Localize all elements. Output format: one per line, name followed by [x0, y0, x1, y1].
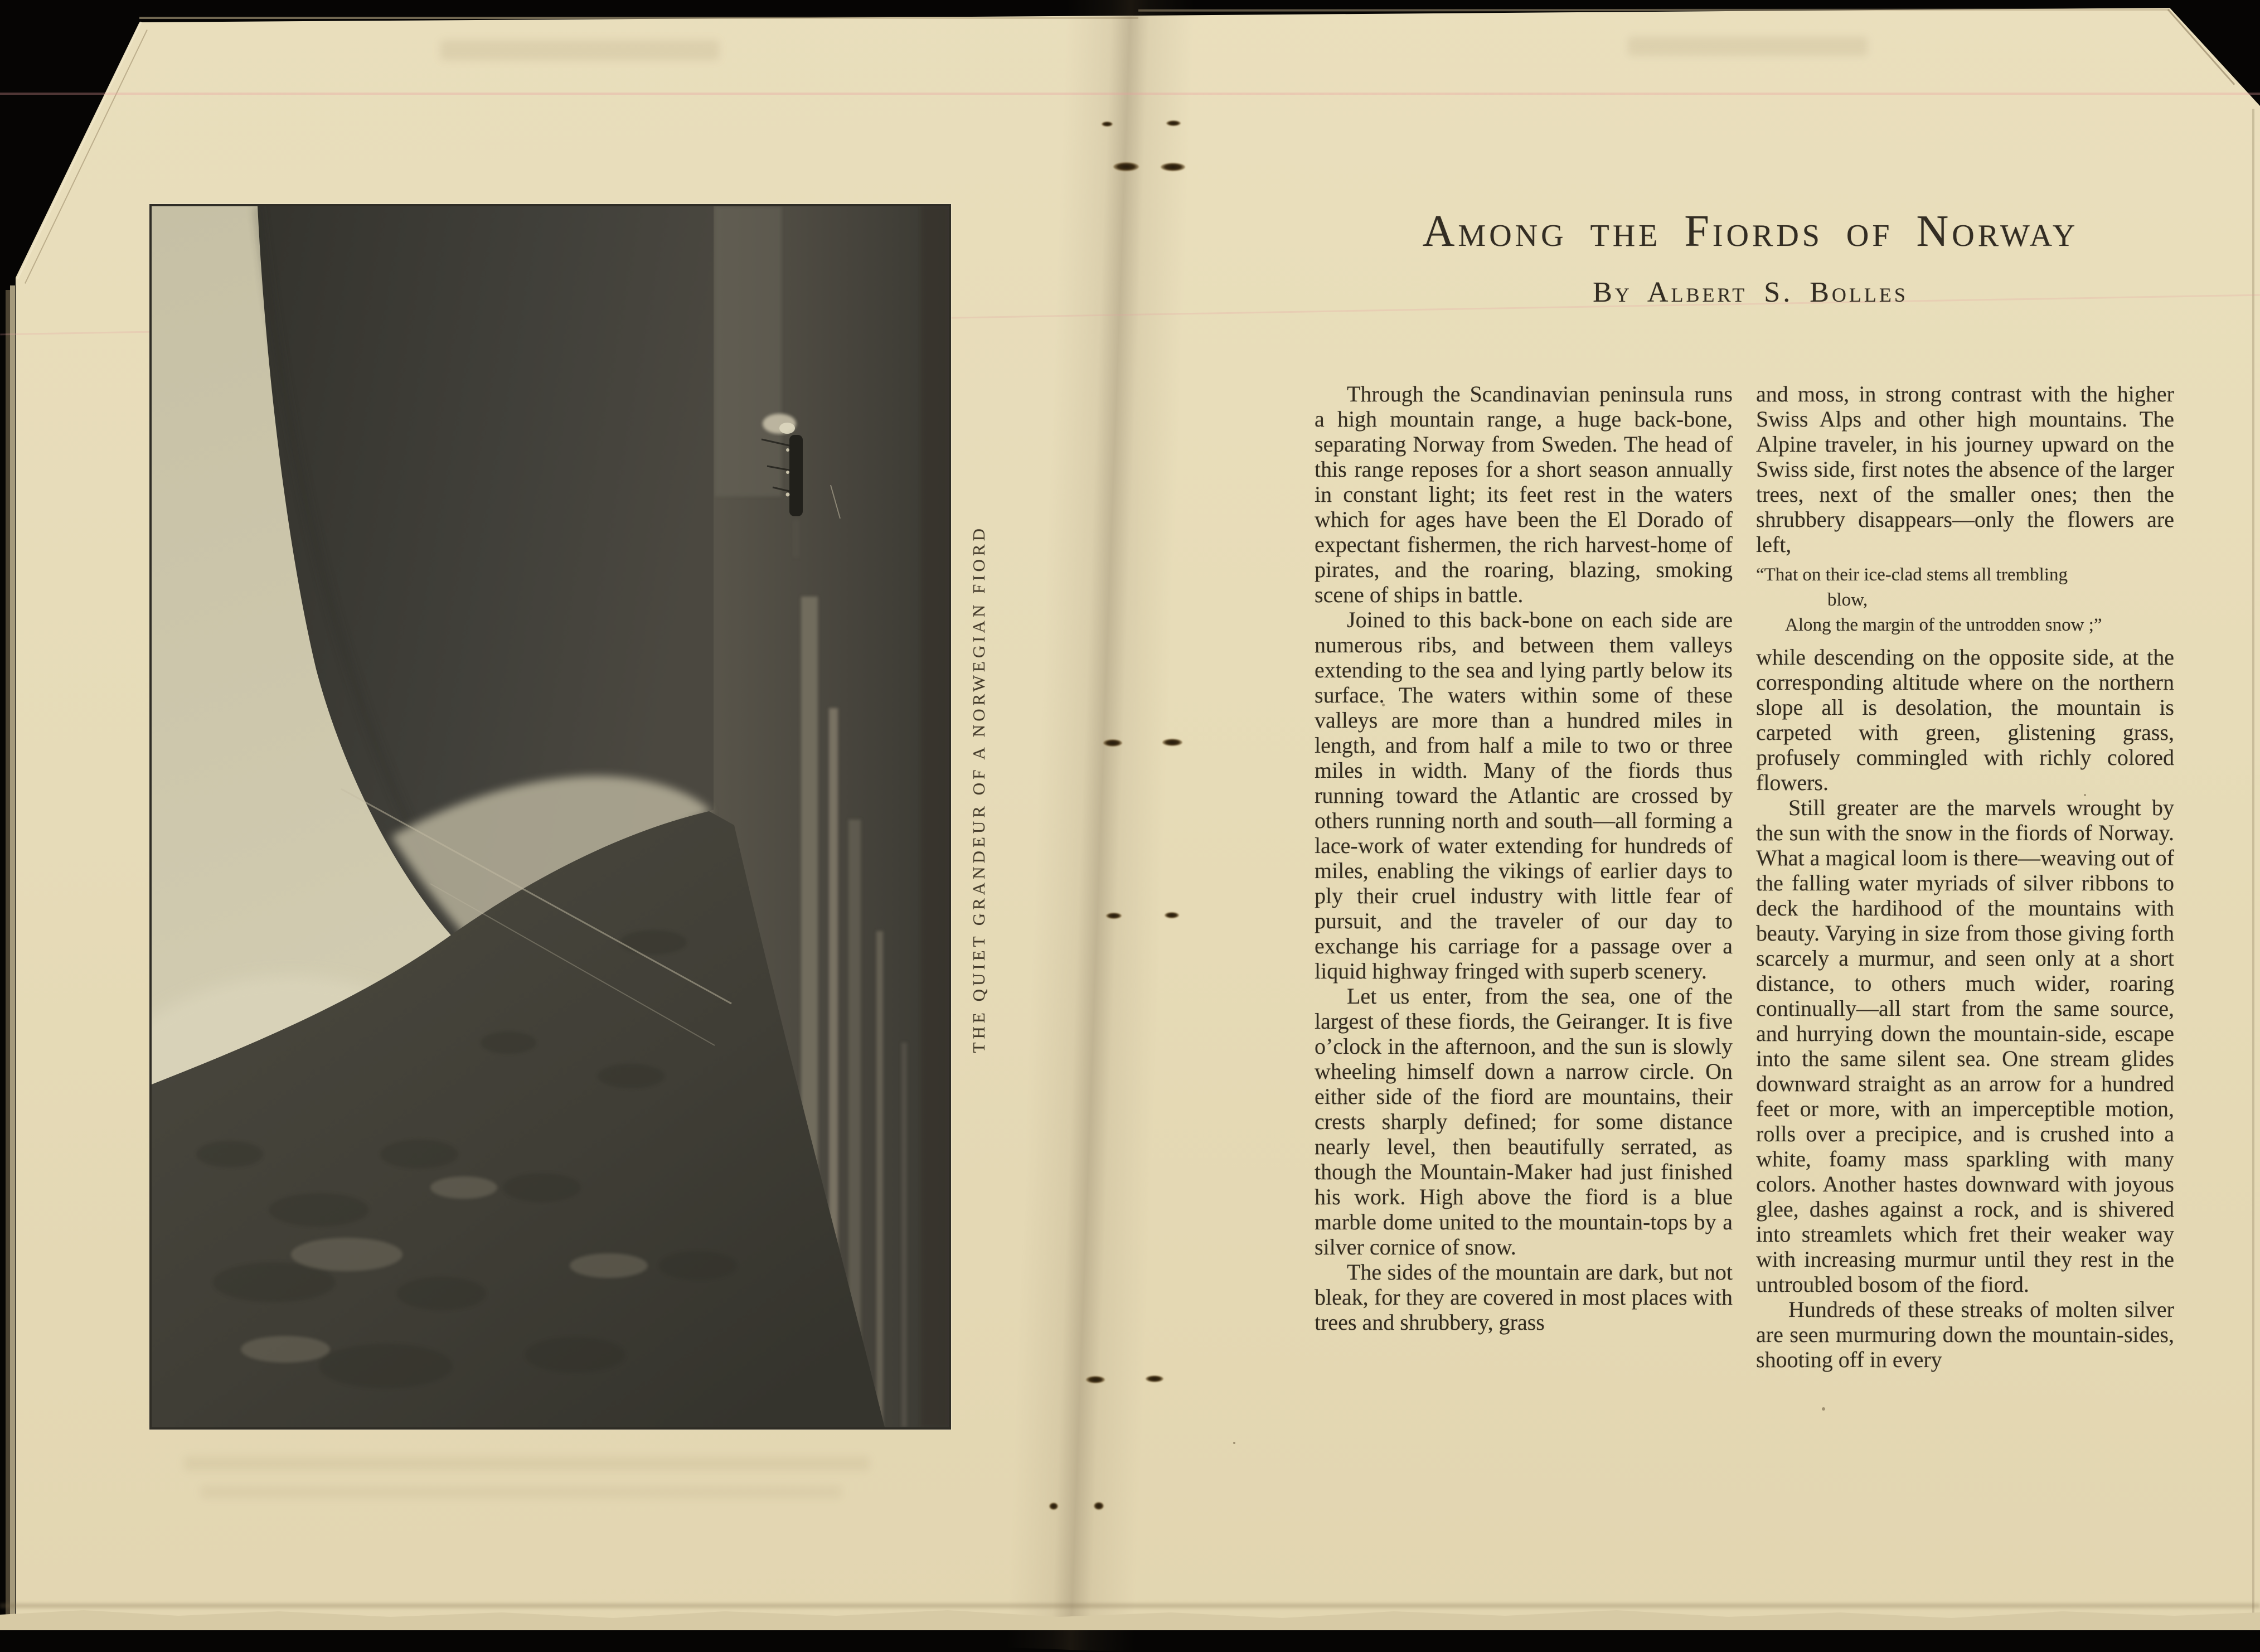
stitch-hole — [1103, 739, 1122, 747]
fiord-photo-art — [152, 206, 949, 1427]
paragraph: Through the Scandinavian peninsula runs a high mountain range, a huge back-bone, separating Norway from Sweden. The head of this range reposes for a short season annually in constant light; its feet rest in the waters which for ages have been the El Dorado of expectant fishermen, the rich harvest-home of pirates, and the roaring, blazing, smoking scene of ships in battle. — [1315, 381, 1733, 607]
article-title: Among the Fiords of Norway — [1422, 207, 2079, 256]
stitch-hole — [1162, 739, 1182, 746]
paragraph: The sides of the mountain are dark, but not bleak, for they are covered in most places with trees and shrubbery, grass — [1315, 1259, 1733, 1335]
stitch-hole — [1102, 122, 1113, 127]
stitch-hole — [1094, 1502, 1104, 1510]
paragraph: Hundreds of these streaks of molten silver are seen murmuring down the mountain-sides, shooting off in every — [1756, 1297, 2174, 1372]
verse-line: blow, — [1827, 590, 1868, 610]
paragraph: Let us enter, from the sea, one of the largest of these fiords, the Geiranger. It is five o’clock in the afternoon, and the sun is slowly wheeling himself down a narrow circle. On either side of the fiord are mountains, their crests sharply defined; for some distance nearly level, then beautifully serrated, as though the Mountain-Maker had just finished his work. High above the fiord is a blue marble dome united to the mountain-tops by a silver cornice of snow. — [1315, 984, 1733, 1259]
stitch-hole — [1049, 1503, 1058, 1510]
verse-line: “That on their ice-clad stems all trembling — [1756, 565, 2068, 585]
paper-speck — [1822, 1407, 1825, 1411]
stitch-hole — [1161, 163, 1185, 171]
right-page-edge — [2252, 109, 2254, 1614]
stitch-hole — [1113, 162, 1139, 171]
stitch-hole — [1165, 912, 1179, 918]
verse-quote — [1756, 563, 2174, 638]
photo-caption-text: THE QUIET GRANDEUR OF A NORWEGIAN FIORD — [969, 525, 988, 1053]
photo-caption — [951, 521, 1007, 1057]
title-block — [1249, 206, 2252, 309]
show-through-text-smudge — [440, 40, 719, 60]
show-through-text-smudge — [201, 1485, 842, 1499]
article-byline: By Albert S. Bolles — [1593, 277, 1908, 308]
stitch-hole — [1146, 1375, 1163, 1382]
text-column-left — [1315, 381, 1733, 1335]
deckle-edge-shadow — [0, 1603, 2260, 1608]
paper-speck — [1233, 1442, 1235, 1444]
stitch-hole — [1166, 120, 1181, 126]
verse-line: Along the margin of the untrodden snow ;” — [1785, 615, 2102, 635]
scan-artifact-line — [0, 93, 2260, 95]
show-through-text-smudge — [184, 1456, 870, 1471]
show-through-text-smudge — [1628, 37, 1868, 56]
paragraph: Joined to this back-bone on each side are numerous ribs, and between them valleys extending to the sea and lying partly below its surface. The waters within some of these valleys are more than a hundred miles in length, and from half a mile to two or three miles in width. Many of the fiords thus running toward the Atlantic are crossed by others running north and south—all forming a lace-work of water extending for hundreds of miles, enabling the vikings of earlier days to ply their cruel industry with little fear of pursuit, and the traveler of our day to exchange his carriage for a passage over a liquid highway fringed with superb scenery. — [1315, 607, 1733, 984]
paragraph: Still greater are the marvels wrought by the sun with the snow in the fiords of Norway. What a magical loom is there—weaving out of the falling water myriads of silver ribbons to deck the hardihood of the mountains with beauty. Varying in size from those giving forth scarcely a murmur, and seen only at a short distance, to others much wider, roaring continually—all start from the same source, and hurrying down the mountain-side, escape into the same silent sea. One stream glides downward straight as an arrow for a hundred feet or more, with an imperceptible motion, rolls over a precipice, and is crushed into a white, foamy mass sparkling with many colors. Another hastes downward with joyous glee, dashes against a rock, and is shivered into streamlets which fret their weaker way with increasing murmur until they rest in the untroubled bosom of the fiord. — [1756, 795, 2174, 1297]
left-sheet-edge — [6, 290, 10, 1628]
fiord-photograph — [149, 204, 951, 1430]
paragraph: and moss, in strong contrast with the higher Swiss Alps and other high mountains. The Alpine traveler, in his journey upward on the Swiss side, first notes the absence of the larger trees, next of the smaller ones; then the shrubbery disappears—only the flowers are left, — [1756, 381, 2174, 557]
text-column-right — [1756, 381, 2174, 1372]
top-page-edge — [139, 17, 1138, 19]
stitch-hole — [1086, 1376, 1105, 1383]
left-sheet-edge — [10, 285, 15, 1628]
paragraph: while descending on the opposite side, at the corresponding altitude where on the northern slope all is desolation, the mountain is carpeted with green, glistening grass, profusely commingled with richly colored flowers. — [1756, 645, 2174, 795]
stitch-hole — [1106, 913, 1122, 919]
